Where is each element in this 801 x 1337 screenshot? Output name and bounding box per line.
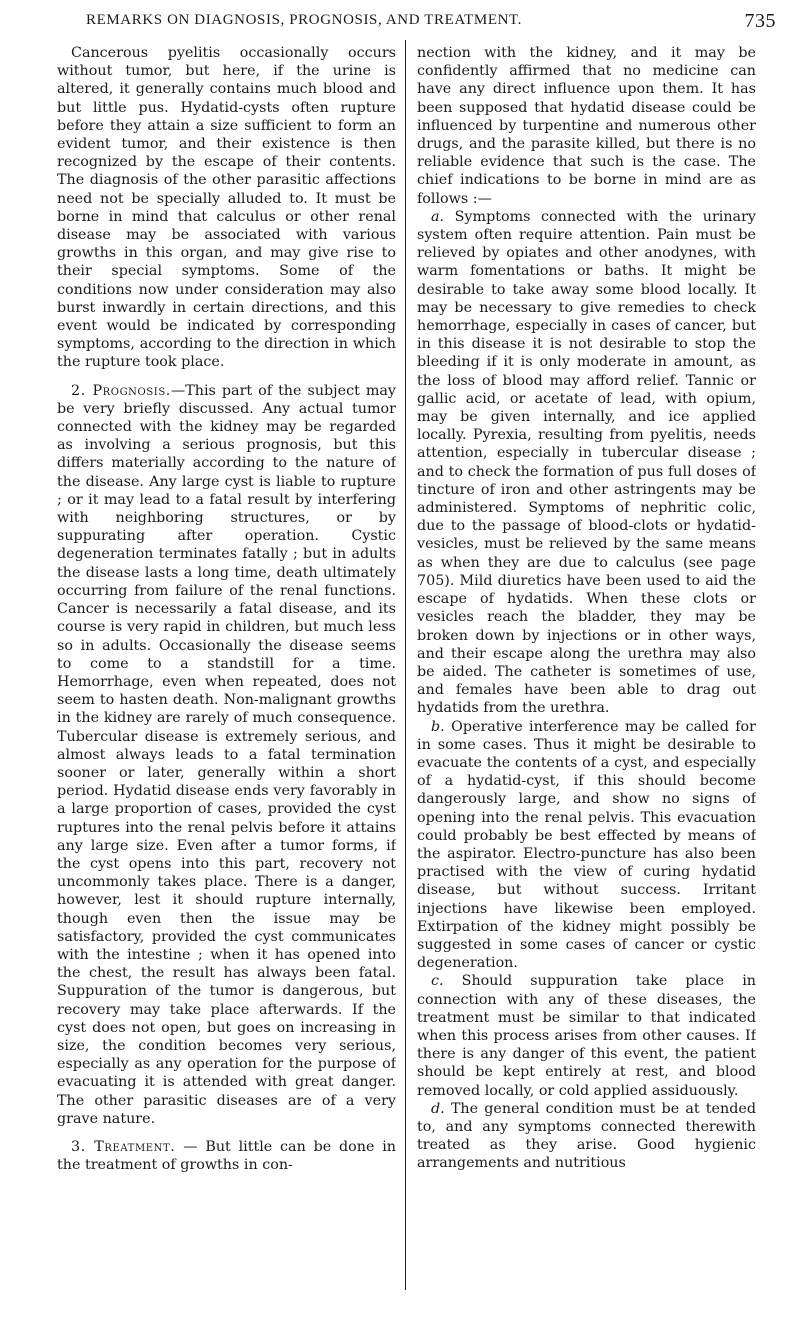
page-number: 735 [744,10,776,32]
running-head [86,10,776,34]
list-label-c: c. [431,973,444,990]
left-column [57,44,396,1334]
paragraph-b-text: Operative interference may be called for in some cases. Thus it might be desirable to evacuate the contents of a cyst, and especially of a hydatid-cyst, if this should become dangerously large, and show no signs of opening into the renal pelvis. This evacuation could probably be best effected by means of the aspirator. Electro-puncture has also been practised with the view of curing hydatid disease, but without success. Irritant injections have likewise been employed. Extirpation of the kidney might possibly be suggested in some cases of cancer or cystic degeneration. [417,718,756,972]
paragraph-prognosis [57,382,396,1128]
paragraph-treatment-continued: nection with the kidney, and it may be confidently affirmed that no medicine can have any direct influence upon them. It has been supposed that hydatid disease could be influenced by turpentine and numerous other drugs, and the parasite killed, but there is no reliable evidence that such is the case. The chief indications to be borne in mind are as follows :— [417,45,756,207]
list-label-d: d. [431,1100,445,1117]
paragraph-d-text: The general condition must be at tended to, and any symptoms connected therewith treated as they arise. Good hygienic arrangements and nutritious [417,1100,756,1172]
paragraph-treatment [57,1138,396,1174]
paragraph-d [417,1100,756,1173]
paragraph-a [417,208,756,718]
list-label-b: b. [431,718,445,735]
section-heading-prognosis: 2. Prognosis. [71,382,171,399]
running-title: REMARKS ON DIAGNOSIS, PROGNOSIS, AND TREATMENT. [86,12,523,28]
section-heading-treatment: 3. Treatment. [71,1138,176,1155]
list-label-a: a. [431,208,445,225]
paragraph-a-text: Symptoms connected with the urinary system often require attention. Pain must be relieved by opiates and other anodynes, with warm fomentations or baths. It might be desirable to take away some blood locally. It may be necessary to give remedies to check hemorrhage, especially in cases of cancer, but in this disease it is not desirable to stop the bleeding if it is only moderate in amount, as the loss of blood may afford relief. Tannic or gallic acid, or acetate of lead, with opium, may be given internally, and ice applied locally. Pyrexia, resulting from pyelitis, needs attention, especially in tubercular disease ; and to check the formation of pus full doses of tincture of iron and other astringents may be administered. Symptoms of nephritic colic, due to the passage of blood-clots or hydatid-vesicles, must be relieved by the same means as when they are due to calculus (see page 705). Mild diuretics have been used to aid the escape of hydatids. When these clots or vesicles reach the bladder, they may be broken down by injections or in other ways, and their escape along the urethra may also be aided. The catheter is sometimes of use, and females have been able to drag out hydatids from the urethra. [417,208,756,717]
paragraph-c [417,972,756,1099]
right-column [417,44,756,1334]
paragraph-b [417,718,756,973]
paragraph-cancerous-pyelitis: Cancerous pyelitis occasionally occurs without tumor, but here, if the urine is altered, it generally contains much blood and but little pus. Hydatid-cysts often rupture before they attain a size sufficient to form an evident tumor, and their existence is then recognized by the escape of their contents. The diagnosis of the other parasitic affections need not be specially alluded to. It must be borne in mind that calculus or other renal disease may be associated with various growths in this organ, and may give rise to their special symptoms. Some of the conditions now under consideration may also burst inwardly in certain directions, and this event would be indicated by corresponding symptoms, according to the direction in which the rupture took place. [57,45,396,371]
column-divider [405,40,406,1290]
paragraph-c-text: Should suppuration take place in connection with any of these diseases, the treatment must be similar to that indicated when this process arises from other causes. If there is any danger of this event, the patient should be kept entirely at rest, and blood removed locally, or cold applied assiduously. [417,973,756,1099]
treatment-text: — But little can be done in the treatment of growths in con- [57,1138,396,1174]
prognosis-text: —This part of the subject may be very briefly discussed. Any actual tumor connected with the kidney may be regarded as involving a serious prognosis, but this differs materially according to the nature of the disease. Any large cyst is liable to rupture ; or it may lead to a fatal result by interfering with neighboring structures, or by suppurating after operation. Cystic degeneration terminates fatally ; but in adults the disease lasts a long time, death ultimately occurring from failure of the renal functions. Cancer is necessarily a fatal disease, and its course is very rapid in children, but much less so in adults. Occasionally the disease seems to come to a standstill for a time. Hemorrhage, even when repeated, does not seem to hasten death. Non-malignant growths in the kidney are rarely of much consequence. Tubercular disease is extremely serious, and almost always leads to a fatal termination sooner or later, generally within a short period. Hydatid disease ends very favorably in a large proportion of cases, provided the cyst ruptures into the renal pelvis before it attains any large size. Even after a tumor forms, if the cyst opens into this part, recovery not uncommonly takes place. There is a danger, however, lest it should rupture internally, though even then the issue may be satisfactory, provided the cyst communicates with the intestine ; when it has opened into the chest, the result has always been fatal. Suppuration of the tumor is dangerous, but recovery may take place afterwards. If the cyst does not open, but goes on increasing in size, the condition becomes very serious, especially as any operation for the purpose of evacuating it is attended with great danger. The other parasitic diseases are of a very grave nature. [57,382,396,1127]
